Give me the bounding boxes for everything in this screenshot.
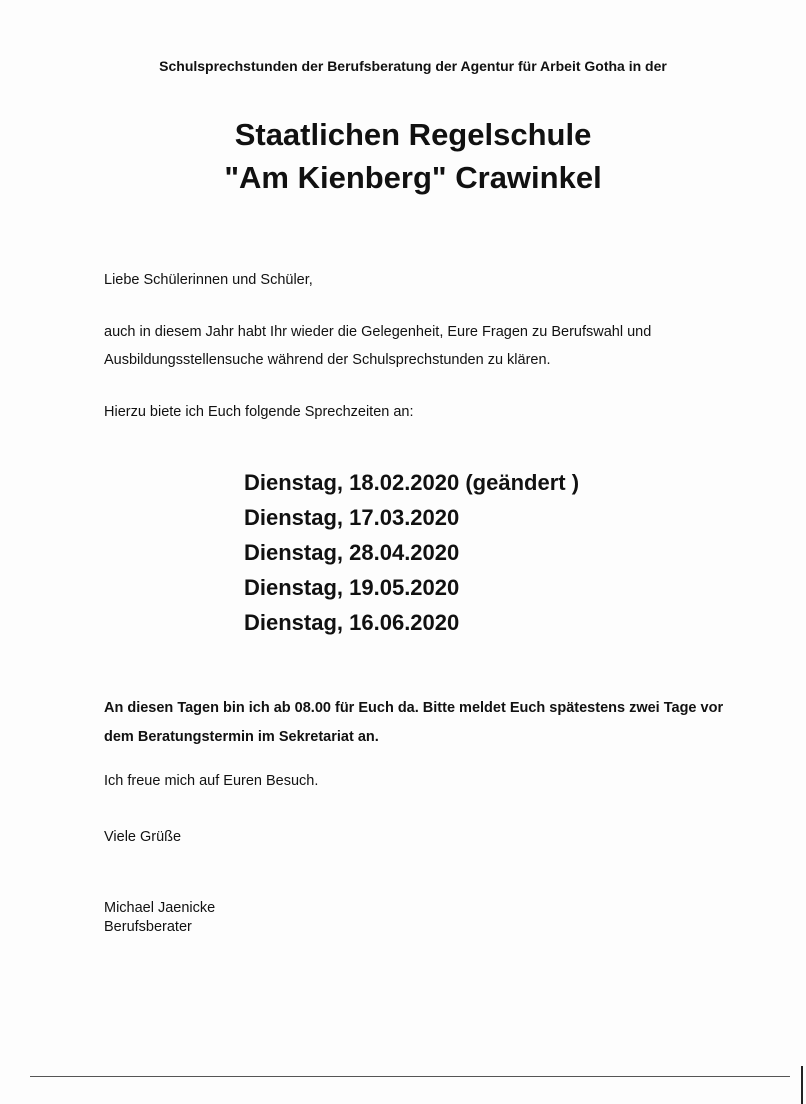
intro-paragraph: auch in diesem Jahr habt Ihr wieder die Gelegenheit, Eure Fragen zu Berufswahl und Ausbildungsstellensuche während der Schulsprechstunden zu klären. [104,324,652,368]
title-line-1: Staatlichen Regelschule [234,117,592,152]
date-item: Dienstag, 16.06.2020 [244,610,460,635]
signature-block [104,899,215,937]
offer-line: Hierzu biete ich Euch folgende Sprechzeiten an: [104,404,414,420]
date-item: Dienstag, 17.03.2020 [244,505,460,530]
signature-role: Berufsberater [104,919,192,935]
document-title [0,113,806,199]
title-line-2: "Am Kienberg" Crawinkel [224,160,602,195]
appointment-dates [244,465,579,640]
closing-line: Ich freue mich auf Euren Besuch. [104,773,319,789]
signature-name: Michael Jaenicke [104,900,216,916]
greeting: Liebe Schülerinnen und Schüler, [104,272,313,288]
regards-line: Viele Grüße [104,829,182,845]
scan-edge-bottom [30,1076,790,1077]
notice-paragraph: An diesen Tagen bin ich ab 08.00 für Euch da. Bitte meldet Euch spätestens zwei Tage vor dem Beratungstermin im Sekretariat an. [104,700,724,745]
scan-edge-right [801,1066,803,1104]
date-item: Dienstag, 28.04.2020 [244,540,460,565]
header-line: Schulsprechstunden der Berufsberatung der Agentur für Arbeit Gotha in der [159,58,667,74]
date-item: Dienstag, 19.05.2020 [244,575,460,600]
date-item: Dienstag, 18.02.2020 (geändert ) [244,470,580,495]
